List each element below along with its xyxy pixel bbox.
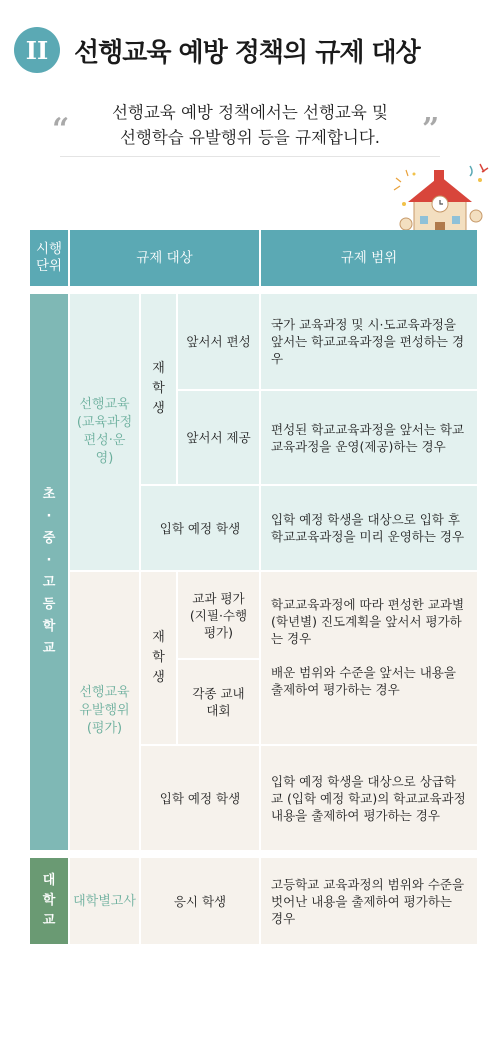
group2-row1-scope: 학교교육과정에 따라 편성한 교과별 (학년별) 진도계획을 앞서서 평가하는 경우 (271, 597, 465, 646)
group1-row1-scope: 국가 교육과정 및 시·도교육과정을 앞서는 학교교육과정을 편성하는 경우 (261, 294, 477, 389)
group3-target: 응시 학생 (141, 858, 259, 944)
intro-line-1: 선행교육 예방 정책에서는 선행교육 및 (111, 103, 388, 122)
group1-enrolled: 재학생 (141, 294, 176, 484)
intro-divider (60, 156, 440, 157)
group3-scope: 고등학교 교육과정의 범위와 수준을 벗어난 내용을 출제하여 평가하는 경우 (261, 858, 477, 944)
group2-enrolled-scope (261, 572, 477, 744)
header-unit: 시행 단위 (30, 230, 68, 286)
section-header (14, 24, 420, 76)
header-scope: 규제 범위 (261, 230, 477, 286)
group1-row2-target: 앞서서 제공 (178, 391, 259, 484)
group1-row2-scope: 편성된 학교교육과정을 앞서는 학교교육과정을 운영(제공)하는 경우 (261, 391, 477, 484)
group1-label: 선행교육 (교육과정 편성·운영) (70, 294, 139, 570)
close-quote-icon: ” (422, 112, 440, 147)
group2-row2-target: 각종 교내대회 (178, 660, 259, 744)
group2-row1-target: 교과 평가 (지필·수행 평가) (178, 572, 259, 658)
group2-enrolled: 재학생 (141, 572, 176, 744)
group2-row3-scope: 입학 예정 학생을 대상으로 상급학교 (입학 예정 학교)의 학교교육과정 내용을 출제하여 평가하는 경우 (261, 746, 477, 850)
unit-school: 초·중·고등학교 (30, 294, 68, 850)
group1-row3-scope: 입학 예정 학생을 대상으로 입학 후 학교교육과정을 미리 운영하는 경우 (261, 486, 477, 570)
group1-row3-target: 입학 예정 학생 (141, 486, 259, 570)
intro-text (60, 100, 440, 150)
group3-label: 대학별고사 (70, 858, 139, 944)
header-target: 규제 대상 (70, 230, 259, 286)
group1-row1-target: 앞서서 편성 (178, 294, 259, 389)
open-quote-icon: “ (52, 112, 70, 147)
intro-line-2: 선행학습 유발행위 등을 규제합니다. (119, 128, 381, 147)
unit-university: 대학교 (30, 858, 68, 944)
group2-row3-target: 입학 예정 학생 (141, 746, 259, 850)
page-title: 선행교육 예방 정책의 규제 대상 (74, 37, 420, 68)
group2-row2-scope: 배운 범위와 수준을 앞서는 내용을 출제하여 평가하는 경우 (271, 665, 456, 697)
section-number-badge: II (14, 27, 60, 73)
group2-label: 선행교육 유발행위 (평가) (70, 572, 139, 850)
